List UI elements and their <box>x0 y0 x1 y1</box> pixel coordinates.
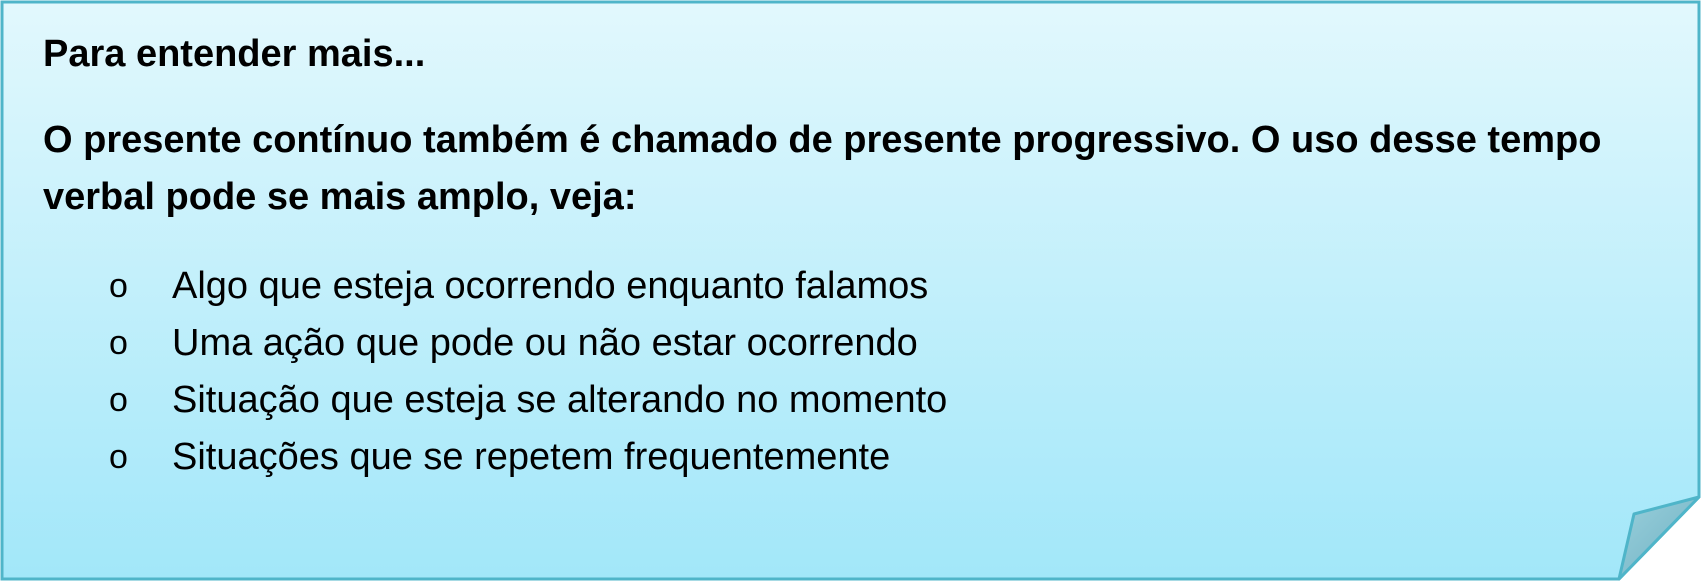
bullet-circle-icon: o <box>109 267 128 305</box>
list-item-text: Uma ação que pode ou não estar ocorrendo <box>172 322 918 364</box>
note-content <box>43 26 1643 486</box>
note-title: Para entender mais... <box>43 33 426 75</box>
list-item <box>43 258 1643 315</box>
list-item <box>43 315 1643 372</box>
list-item <box>43 372 1643 429</box>
list-item-text: Algo que esteja ocorrendo enquanto falamos <box>172 265 929 307</box>
list-item <box>43 429 1643 486</box>
bullet-list <box>43 258 1643 486</box>
bullet-circle-icon: o <box>109 438 128 476</box>
list-item-text: Situações que se repetem frequentemente <box>172 436 891 478</box>
list-item-text: Situação que esteja se alterando no momento <box>172 379 948 421</box>
bullet-circle-icon: o <box>109 381 128 419</box>
bullet-circle-icon: o <box>109 324 128 362</box>
note-paragraph: O presente contínuo também é chamado de presente progressivo. O uso desse tempo verbal pode se mais amplo, veja: <box>43 119 1602 218</box>
